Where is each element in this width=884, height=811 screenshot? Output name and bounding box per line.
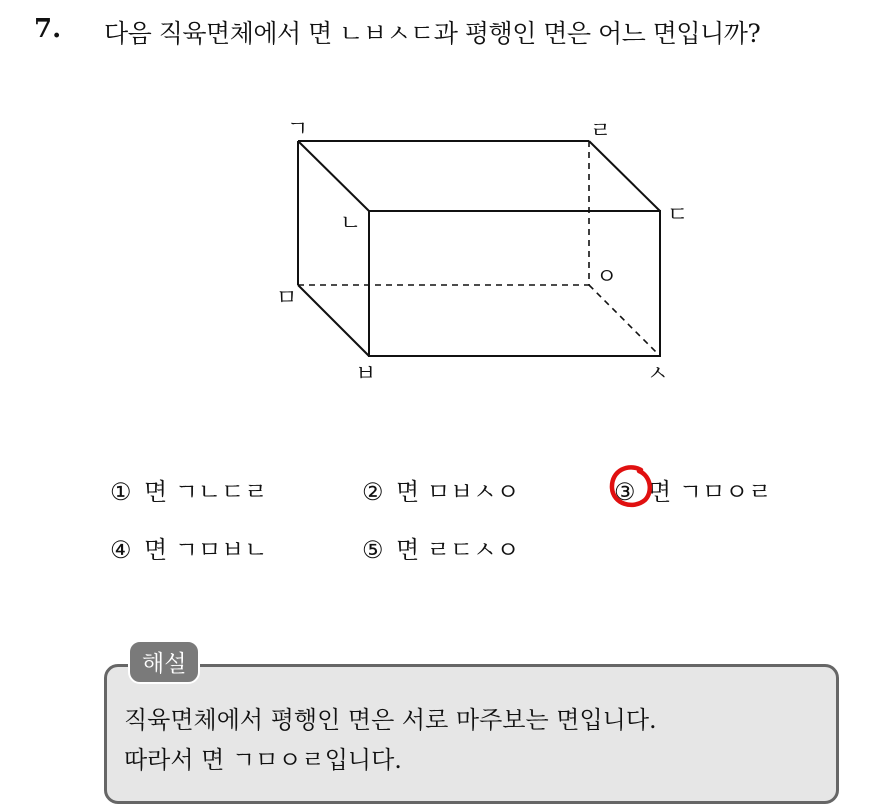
question-text: 다음 직육면체에서 면 ㄴㅂㅅㄷ과 평행인 면은 어느 면입니까? <box>104 19 761 48</box>
choice-2[interactable] <box>362 472 520 507</box>
vertex-label-b: ㅂ <box>355 362 377 387</box>
answer-circle-mark <box>607 464 655 512</box>
choice-number: ① <box>110 478 132 506</box>
vertex-label-r: ㄹ <box>590 119 612 144</box>
vertex-label-g: ㄱ <box>287 117 309 142</box>
hidden-edge-o-s <box>589 285 660 356</box>
question-number: 7. <box>34 14 62 44</box>
vertex-label-d: ㄷ <box>667 203 689 228</box>
choice-text: 면 ㄹㄷㅅㅇ <box>396 536 520 564</box>
explanation-line-2: 따라서 면 ㄱㅁㅇㄹ입니다. <box>124 746 402 774</box>
vertex-label-s: ㅅ <box>647 362 669 387</box>
choice-number: ④ <box>110 536 132 564</box>
choice-text: 면 ㅁㅂㅅㅇ <box>396 478 520 506</box>
explanation-title: 해설 <box>128 640 200 684</box>
edge-m-b <box>298 285 369 356</box>
choice-number: ⑤ <box>362 536 384 564</box>
choice-1[interactable] <box>110 472 268 507</box>
edge-r-d <box>589 141 660 211</box>
explanation-line-1: 직육면체에서 평행인 면은 서로 마주보는 면입니다. <box>124 706 657 734</box>
choice-number: ② <box>362 478 384 506</box>
choice-5[interactable] <box>362 530 520 565</box>
choice-text: 면 ㄱㅁㅇㄹ <box>648 478 772 506</box>
choice-4[interactable] <box>110 530 268 565</box>
choice-text: 면 ㄱㄴㄷㄹ <box>144 478 268 506</box>
edge-g-n <box>298 141 369 211</box>
vertex-label-o: ㅇ <box>596 265 618 290</box>
vertex-label-m: ㅁ <box>276 286 298 311</box>
vertex-label-n: ㄴ <box>340 211 362 236</box>
choice-text: 면 ㄱㅁㅂㄴ <box>144 536 268 564</box>
choice-number: ③ <box>614 478 636 506</box>
